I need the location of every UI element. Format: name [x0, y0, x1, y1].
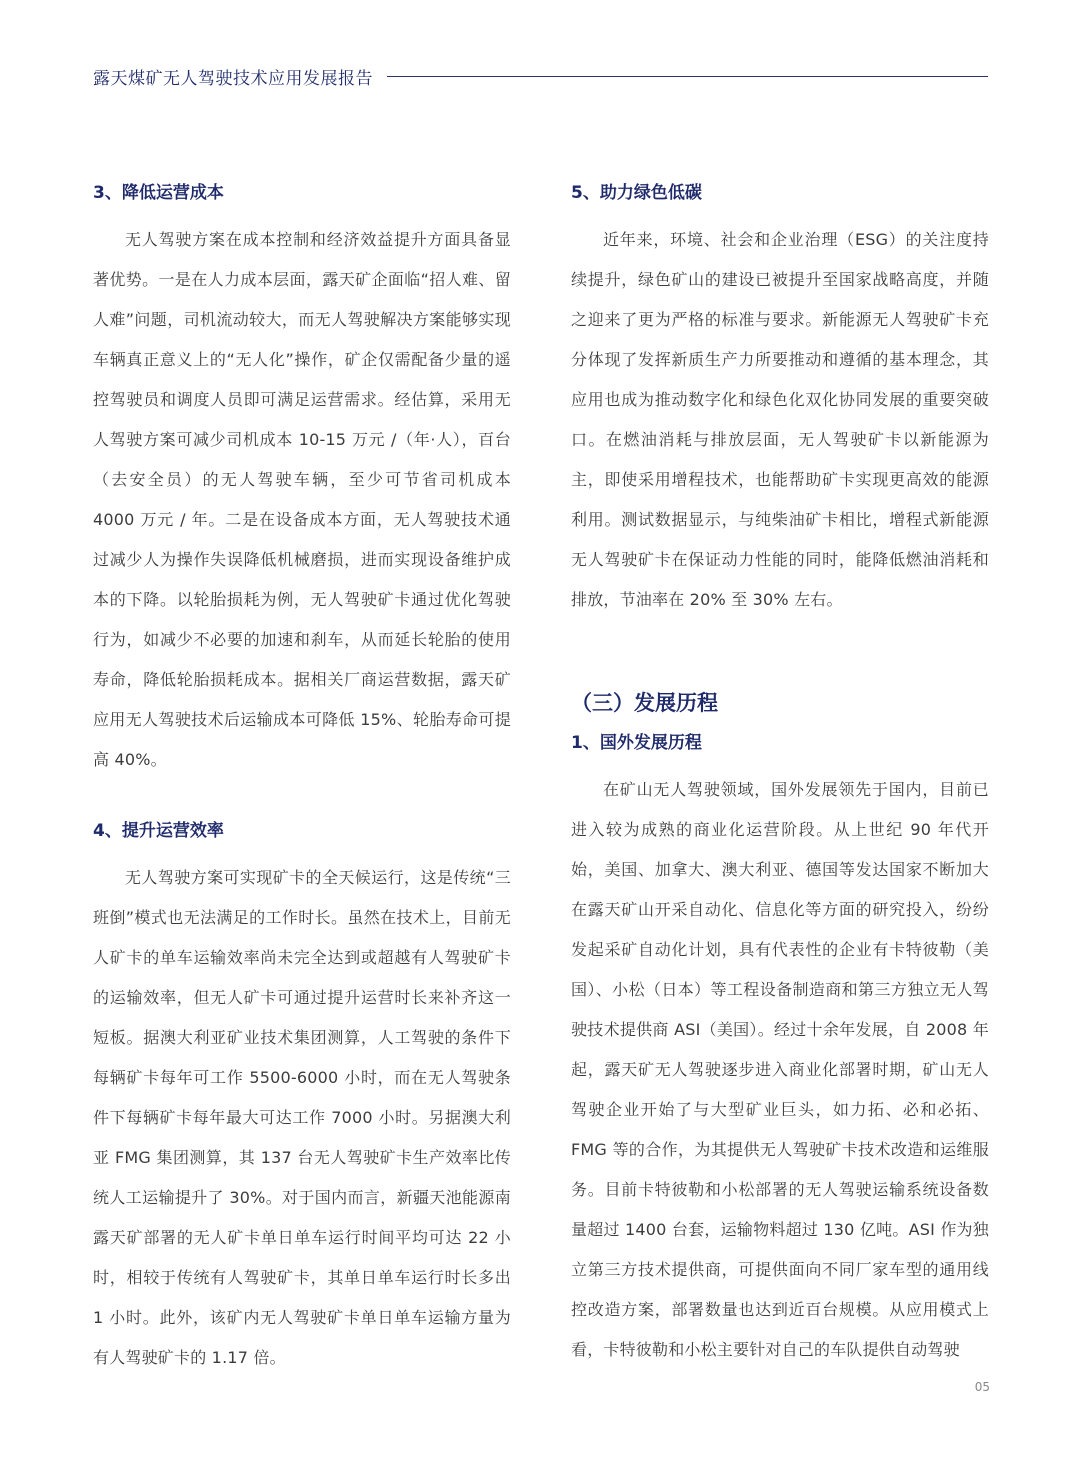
section-3-paragraph: 无人驾驶方案在成本控制和经济效益提升方面具备显著优势。一是在人力成本层面，露天矿企面临“招人难、留人难”问题，司机流动较大，而无人驾驶解决方案能够实现车辆真正意义上的“无人化”操作，矿企仅需配备少量的遥控驾驶员和调度人员即可满足运营需求。经估算，采用无人驾驶方案可减少司机成本 10-15 万元 /（年·人），百台（去安全员）的无人驾驶车辆，至少可节省司机成本 4000 万元 / 年。二是在设备成本方面，无人驾驶技术通过减少人为操作失误降低机械磨损，进而实现设备维护成本的下降。以轮胎损耗为例，无人驾驶矿卡通过优化驾驶行为，如减少不必要的加速和刹车，从而延长轮胎的使用寿命，降低轮胎损耗成本。据相关厂商运营数据，露天矿应用无人驾驶技术后运输成本可降低 15%、轮胎寿命可提高 40%。: [93, 230, 511, 769]
page-number: 05: [974, 1380, 990, 1394]
right-column: [571, 176, 989, 1370]
section-5-paragraph: 近年来，环境、社会和企业治理（ESG）的关注度持续提升，绿色矿山的建设已被提升至国家战略高度，并随之迎来了更为严格的标准与要求。新能源无人驾驶矿卡充分体现了发挥新质生产力所要推动和遵循的基本理念，其应用也成为推动数字化和绿色化双化协同发展的重要突破口。在燃油消耗与排放层面，无人驾驶矿卡以新能源为主，即使采用增程技术，也能帮助矿卡实现更高效的能源利用。测试数据显示，与纯柴油矿卡相比，增程式新能源无人驾驶矿卡在保证动力性能的同时，能降低燃油消耗和排放，节油率在 20% 至 30% 左右。: [571, 230, 989, 609]
section-3-heading: 3、降低运营成本: [93, 183, 224, 203]
section-5-heading: 5、助力绿色低碳: [571, 183, 702, 203]
subsection-1-heading: 1、国外发展历程: [571, 733, 702, 753]
section-4-paragraph: 无人驾驶方案可实现矿卡的全天候运行，这是传统“三班倒”模式也无法满足的工作时长。虽然在技术上，目前无人矿卡的单车运输效率尚未完全达到或超越有人驾驶矿卡的运输效率，但无人矿卡可通过提升运营时长来补齐这一短板。据澳大利亚矿业技术集团测算，人工驾驶的条件下每辆矿卡每年可工作 5500-6000 小时，而在无人驾驶条件下每辆矿卡每年最大可达工作 7000 小时。另据澳大利亚 FMG 集团测算，其 137 台无人驾驶矿卡生产效率比传统人工运输提升了 30%。对于国内而言，新疆天池能源南露天矿部署的无人矿卡单日单车运行时间平均可达 22 小时，相较于传统有人驾驶矿卡，其单日单车运行时长多出 1 小时。此外，该矿内无人驾驶矿卡单日单车运输方量为有人驾驶矿卡的 1.17 倍。: [93, 868, 511, 1367]
section-4-heading: 4、提升运营效率: [93, 821, 224, 841]
report-title: 露天煤矿无人驾驶技术应用发展报告: [93, 68, 373, 89]
left-column: [93, 176, 511, 1378]
subsection-1-paragraph: 在矿山无人驾驶领域，国外发展领先于国内，目前已进入较为成熟的商业化运营阶段。从上世纪 90 年代开始，美国、加拿大、澳大利亚、德国等发达国家不断加大在露天矿山开采自动化、信息化等方面的研究投入，纷纷发起采矿自动化计划，具有代表性的企业有卡特彼勒（美国）、小松（日本）等工程设备制造商和第三方独立无人驾驶技术提供商 ASI（美国）。经过十余年发展，自 2008 年起，露天矿无人驾驶逐步进入商业化部署时期，矿山无人驾驶企业开始了与大型矿业巨头，如力拓、必和必拓、FMG 等的合作，为其提供无人驾驶矿卡技术改造和运维服务。目前卡特彼勒和小松部署的无人驾驶运输系统设备数量超过 1400 台套，运输物料超过 130 亿吨。ASI 作为独立第三方技术提供商，可提供面向不同厂家车型的通用线控改造方案，部署数量也达到近百台规模。从应用模式上看，卡特彼勒和小松主要针对自己的车队提供自动驾驶: [571, 780, 989, 1359]
part-3-heading: （三）发展历程: [571, 691, 718, 715]
running-header: [93, 62, 988, 90]
header-divider: [387, 76, 988, 77]
